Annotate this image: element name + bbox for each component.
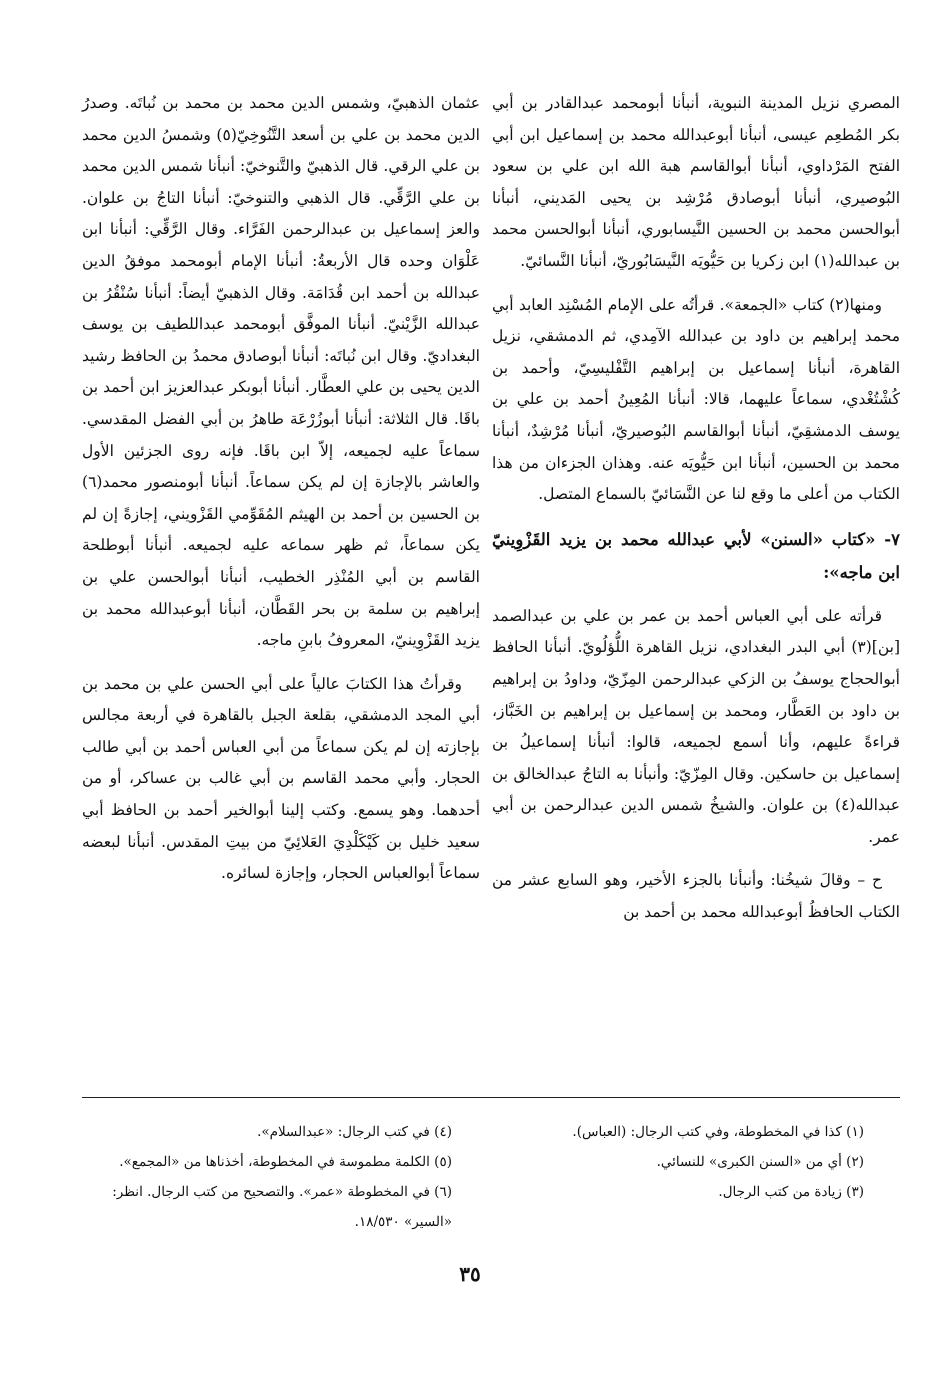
footnote: (٢) أي من «السنن الكبرى» للنسائي. [656, 1154, 864, 1170]
footnote-divider [82, 1097, 900, 1098]
footnotes-left [82, 1117, 452, 1237]
left-column [82, 88, 480, 890]
footnote: (٦) في المخطوطة «عمر». والتصحيح من كتب الرجال. انظر: «السير» ١٨/٥٣٠. [112, 1184, 452, 1230]
right-column [492, 88, 900, 929]
paragraph: المصري نزيل المدينة النبوية، أنبأنا أبومحمد عبدالقادر بن أبي بكر المُطعِم عيسى، أنبأنا أبوعبدالله محمد بن إسماعيل ابن أبي الفتح المَرْداوي، أنبأنا أبوالقاسم هبة الله ابن علي بن سعود البُوصيري، أنبأنا أبوصادق مُرْشِد بن يحيى المَديني، أنبأنا أبوالحسن محمد بن الحسين النَّيسابوري، أنبأنا أبوالحسن محمد بن عبدالله(١) ابن زكريا بن حَيُّويَه النَّيسَابُوريّ، أنبأنا النَّسائيّ. [492, 94, 900, 270]
footnotes-right [492, 1117, 864, 1207]
section-heading: ٧- «كتاب «السنن» لأبي عبدالله محمد بن يزيد القَزْوِينيّ ابن ماجه»: [492, 529, 900, 582]
footnote: (٣) زيادة من كتب الرجال. [718, 1184, 864, 1200]
footnote: (٤) في كتب الرجال: «عبدالسلام». [257, 1124, 452, 1140]
page-number: ٣٥ [459, 1262, 481, 1286]
paragraph: وقرأتُ هذا الكتابَ عالياً على أبي الحسن علي بن محمد بن أبي المجد الدمشقي، بقلعة الجبل بالقاهرة في أربعة مجالس بإجازته إن لم يكن سماعاً من أبي العباس أحمد بن أبي طالب الحجار. وأبي محمد القاسم بن أبي غالب بن عساكر، أو من أحدهما. وهو يسمع. وكتب إلينا أبوالخير أحمد بن الحافظ أبي سعيد خليل بن كَيْكَلْدِيَ العَلائِيّ من بيتِ المقدس. أنبأنا لبعضه سماعاً أبوالعباس الحجار، وإجازة لسائره. [82, 674, 480, 883]
footnote: (١) كذا في المخطوطة، وفي كتب الرجال: (العباس). [572, 1124, 864, 1140]
footnote: (٥) الكلمة مطموسة في المخطوطة، أخذناها من «المجمع». [119, 1154, 452, 1170]
paragraph: ومنها(٢) كتاب «الجمعة». قرأتُه على الإمام المُسْنِد العابد أبي محمد إبراهيم بن داود بن عبدالله الآمِدي، ثم الدمشقي، نزيل القاهرة، أنبأنا إسماعيل بن إبراهيم التَّفْليسِيّ، وأحمد بن كُشْتُغْدي، سماعاً عليهما، قالا: أنبأنا المُعِينُ أحمد بن علي بن يوسف الدمشقِيّ، أنبأنا أبوالقاسم البُوصيريّ، أنبأنا مُرْشِدٌ، أنبأنا محمد بن الحسين، أنبأنا ابن حَيُّويَه عنه. وهذان الجزءان من هذا الكتاب من أعلى ما وقع لنا عن النَّسَائيّ بالسماع المتصل. [492, 295, 900, 504]
paragraph: ح – وقالَ شيخُنا: وأنبأنا بالجزء الأخير، وهو السابع عشر من الكتاب الحافظُ أبوعبدالله محمد بن أحمد بن [492, 871, 900, 922]
paragraph: عثمان الذهبيّ، وشمس الدين محمد بن محمد بن نُباتَه. وصدرُ الدين محمد بن علي بن أسعد التَّنُوخِيّ(٥) وشمسُ الدين محمد بن علي الرقي. قال الذهبيّ والتَّنوخيّ: أنبأنا شمس الدين محمد بن علي الرَّقِّي. قال الذهبي والتنوخيّ: أنبأنا التاجُ بن علوان. والعز إسماعيل بن عبدالرحمن الفَرَّاء. وقال الرَّقِّي: أنبأنا ابن عَلْوَان وحده قال الأربعةُ: أنبأنا الإمام أبومحمد موفقُ الدين عبدالله بن أحمد ابن قُدَامَة. وقال الذهبيّ أيضاً: أنبأنا سُنْقُرُ بن عبدالله الزَّيْنيّ. أنبأنا الموفَّق أبومحمد عبداللطيف بن يوسف البغداديّ. وقال ابن نُباتَه: أنبأنا أبوصادق محمدُ بن الحافظ رشيد الدين يحيى بن علي العطَّار. أنبأنا أبوبكر عبدالعزيز ابن أحمد بن باقَا. قال الثلاثة: أنبأنا أبوزُرْعَة طاهرُ بن أبي الفضل المقدسي. سماعاً عليه لجميعه، إلاّ ابن باقَا. فإنه روى الجزئين الأول والعاشر بالإجازة إن لم يكن سماعاً. أنبأنا أبومنصور محمد(٦) بن الحسين بن أحمد بن الهيثم المُقَوِّمي القَزْويني، إجازةً إن لم يكن سماعاً، ثم ظهر سماعه عليه لجميعه. أنبأنا أبوطلحة القاسم بن أبي المُنْذِر الخطيب، أنبأنا أبوالحسن علي بن إبراهيم بن سلمة بن بحر القَطَّان، أنبأنا أبوعبدالله محمد بن يزيد القَزْوِينيّ، المعروفُ بابنِ ماجه. [82, 94, 480, 650]
paragraph: قرأته على أبي العباس أحمد بن عمر بن علي بن عبدالصمد [بن](٣) أبي البدر البغدادي، نزيل القاهرة اللُّؤلُويّ. أنبأنا الحافظ أبوالحجاج يوسفُ بن الزكي عبدالرحمن المِزّيّ، وداودُ بن إبراهيم بن داود بن العَطَّار، ومحمد بن إسماعيل بن إبراهيم بن الخَبَّاز، قراءةً عليهم، وأنا أسمع لجميعه، قالوا: أنبأنا إسماعيلُ بن إسماعيل بن حاسكين. وقال المِزّيّ: وأنبأنا به التاجُ عبدالخالق بن عبدالله(٤) بن علوان. والشيخُ شمس الدين عبدالرحمن بن أبي عمر. [492, 606, 900, 846]
